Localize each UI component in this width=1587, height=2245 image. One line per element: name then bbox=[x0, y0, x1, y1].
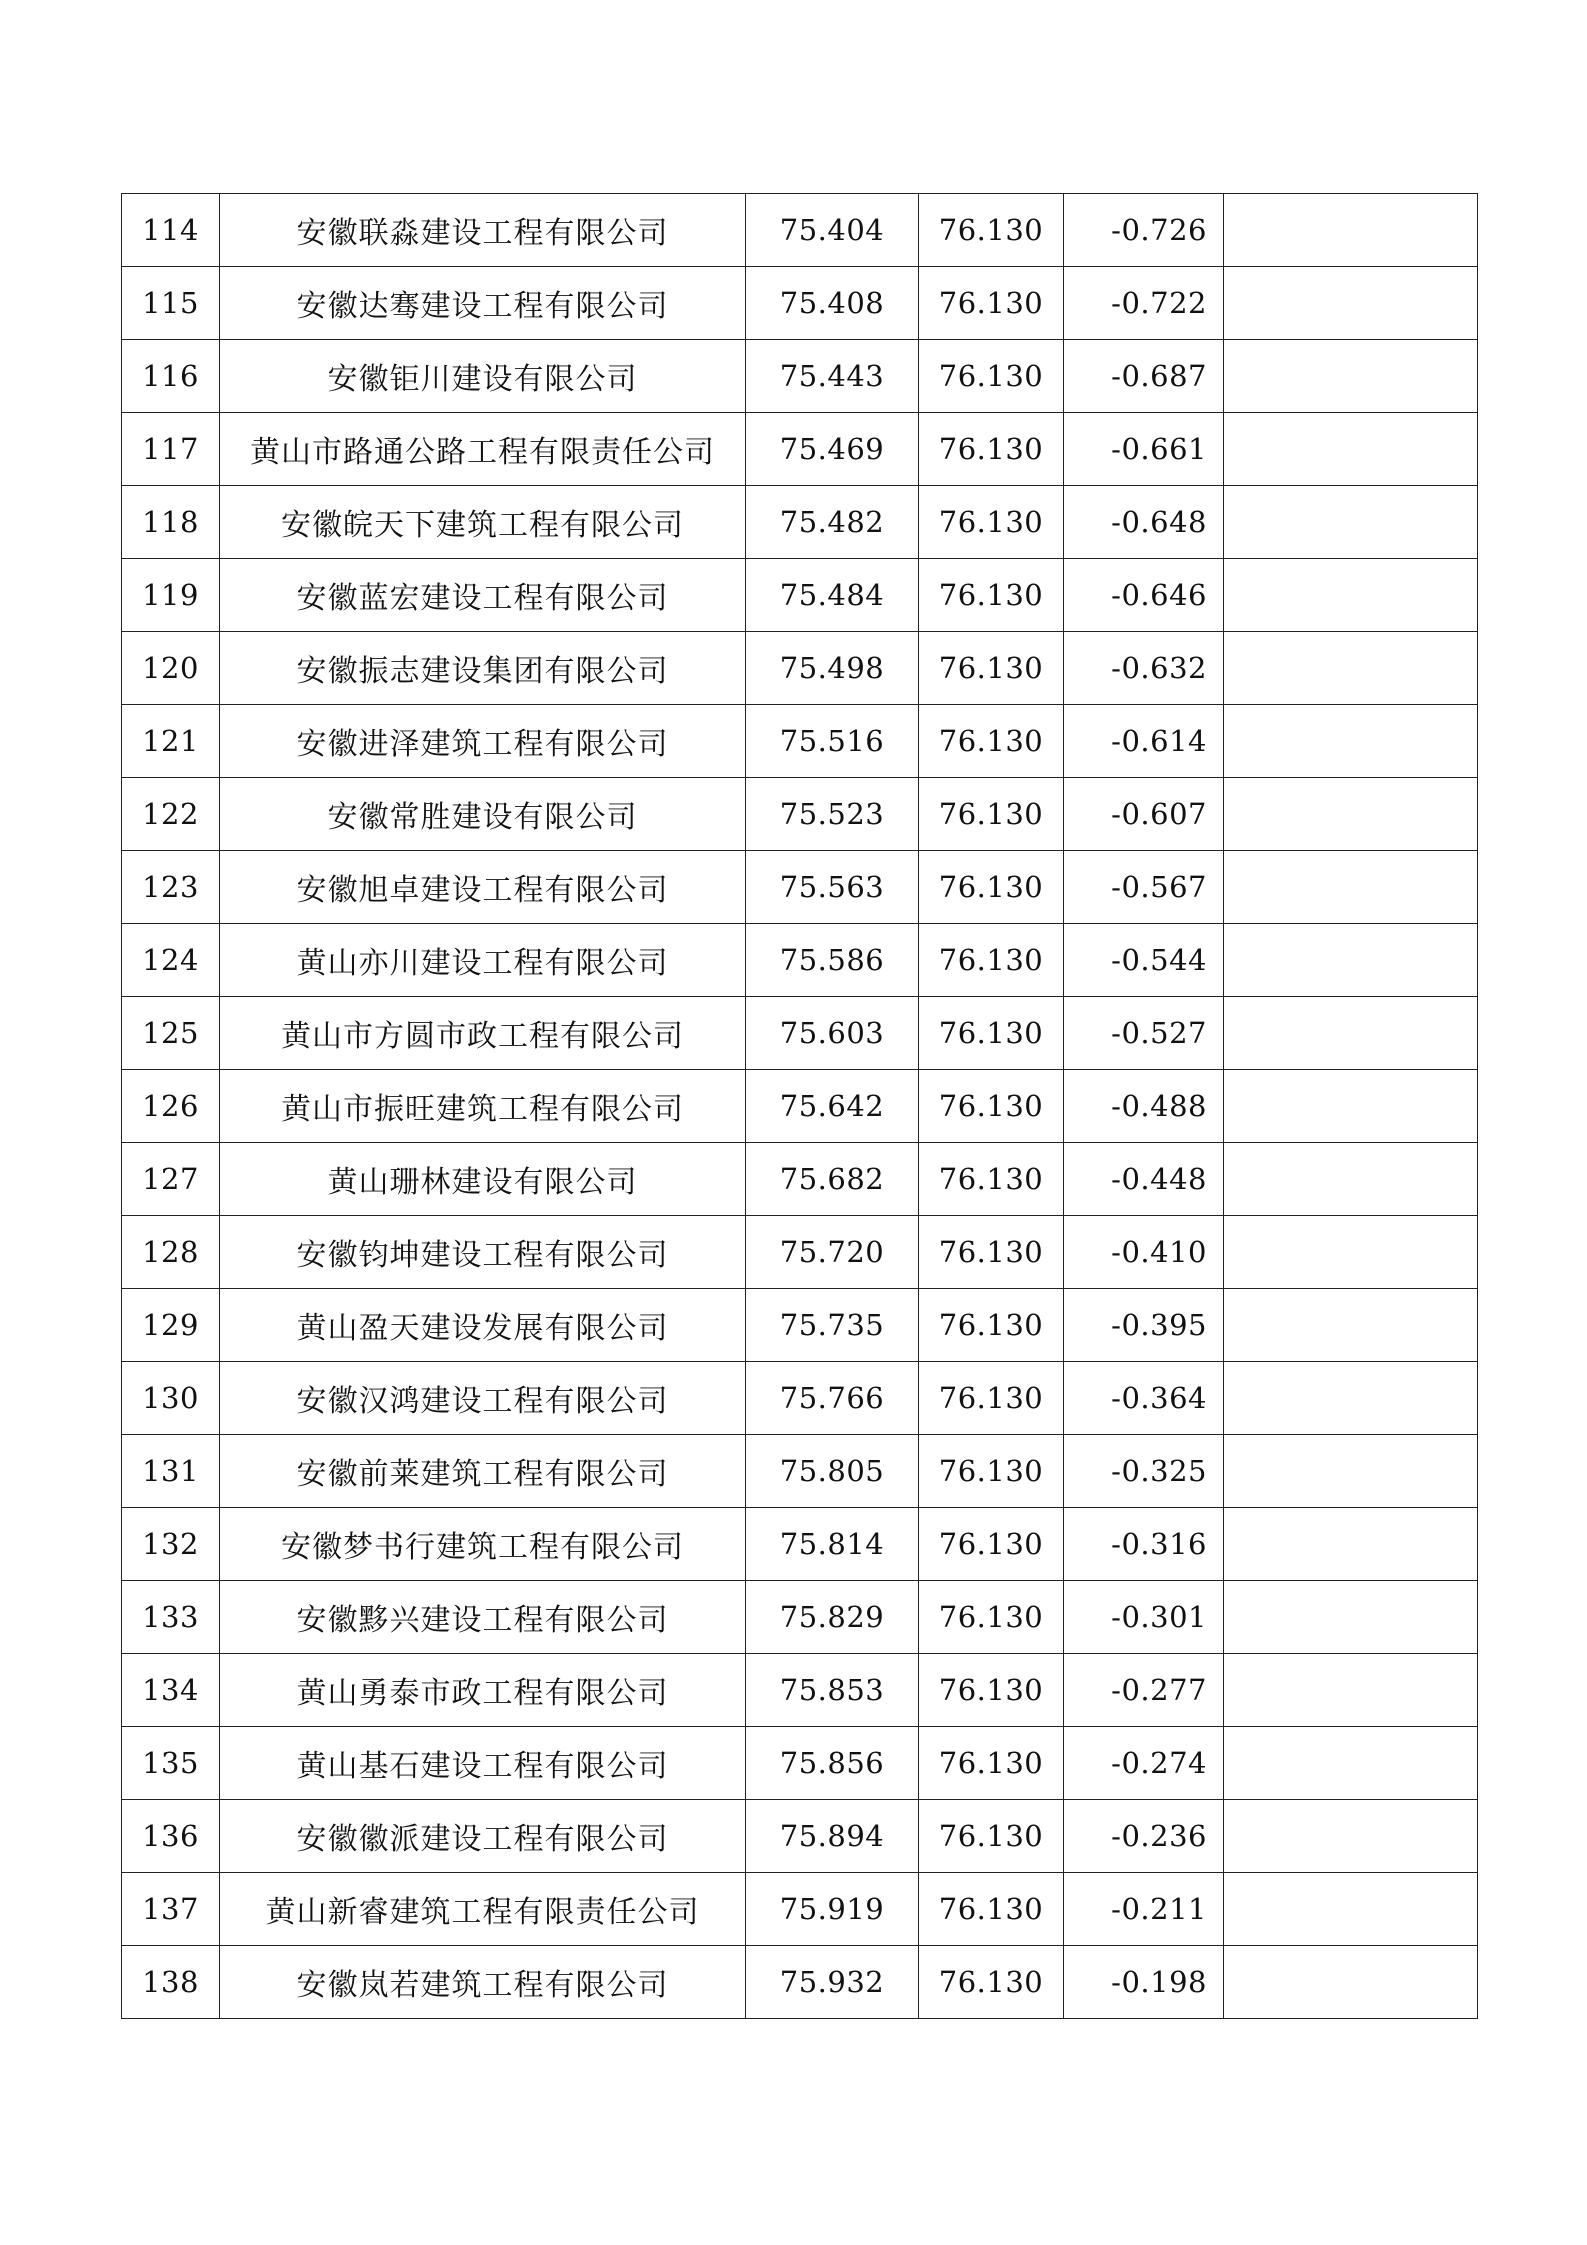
difference-cell: -0.726 bbox=[1064, 194, 1224, 267]
row-number-cell: 116 bbox=[122, 340, 220, 413]
base-score-cell: 76.130 bbox=[919, 1289, 1064, 1362]
base-score-cell: 76.130 bbox=[919, 924, 1064, 997]
score-cell: 75.829 bbox=[746, 1581, 919, 1654]
base-score-cell: 76.130 bbox=[919, 1435, 1064, 1508]
base-score-cell: 76.130 bbox=[919, 1070, 1064, 1143]
difference-cell: -0.325 bbox=[1064, 1435, 1224, 1508]
remark-cell bbox=[1224, 340, 1478, 413]
score-cell: 75.484 bbox=[746, 559, 919, 632]
score-cell: 75.766 bbox=[746, 1362, 919, 1435]
row-number-cell: 123 bbox=[122, 851, 220, 924]
remark-cell bbox=[1224, 486, 1478, 559]
row-number-cell: 118 bbox=[122, 486, 220, 559]
company-name-cell: 安徽徽派建设工程有限公司 bbox=[220, 1800, 746, 1873]
company-name-cell: 安徽岚若建筑工程有限公司 bbox=[220, 1946, 746, 2019]
row-number-cell: 130 bbox=[122, 1362, 220, 1435]
table-row bbox=[122, 413, 1478, 486]
difference-cell: -0.410 bbox=[1064, 1216, 1224, 1289]
row-number-cell: 133 bbox=[122, 1581, 220, 1654]
remark-cell bbox=[1224, 559, 1478, 632]
row-number-cell: 119 bbox=[122, 559, 220, 632]
table-row bbox=[122, 924, 1478, 997]
score-cell: 75.682 bbox=[746, 1143, 919, 1216]
row-number-cell: 131 bbox=[122, 1435, 220, 1508]
table-row bbox=[122, 1508, 1478, 1581]
base-score-cell: 76.130 bbox=[919, 705, 1064, 778]
table-row bbox=[122, 1143, 1478, 1216]
remark-cell bbox=[1224, 924, 1478, 997]
company-name-cell: 黄山亦川建设工程有限公司 bbox=[220, 924, 746, 997]
row-number-cell: 137 bbox=[122, 1873, 220, 1946]
remark-cell bbox=[1224, 632, 1478, 705]
company-name-cell: 安徽梦书行建筑工程有限公司 bbox=[220, 1508, 746, 1581]
remark-cell bbox=[1224, 267, 1478, 340]
table-row bbox=[122, 194, 1478, 267]
remark-cell bbox=[1224, 1581, 1478, 1654]
score-cell: 75.853 bbox=[746, 1654, 919, 1727]
remark-cell bbox=[1224, 1362, 1478, 1435]
score-cell: 75.894 bbox=[746, 1800, 919, 1873]
difference-cell: -0.488 bbox=[1064, 1070, 1224, 1143]
table-row bbox=[122, 1216, 1478, 1289]
table-row bbox=[122, 1362, 1478, 1435]
row-number-cell: 125 bbox=[122, 997, 220, 1070]
table-row bbox=[122, 1654, 1478, 1727]
company-name-cell: 安徽振志建设集团有限公司 bbox=[220, 632, 746, 705]
score-cell: 75.516 bbox=[746, 705, 919, 778]
remark-cell bbox=[1224, 1946, 1478, 2019]
difference-cell: -0.527 bbox=[1064, 997, 1224, 1070]
score-cell: 75.586 bbox=[746, 924, 919, 997]
company-name-cell: 安徽联淼建设工程有限公司 bbox=[220, 194, 746, 267]
row-number-cell: 136 bbox=[122, 1800, 220, 1873]
company-name-cell: 黄山盈天建设发展有限公司 bbox=[220, 1289, 746, 1362]
table-row bbox=[122, 632, 1478, 705]
company-name-cell: 黄山市振旺建筑工程有限公司 bbox=[220, 1070, 746, 1143]
difference-cell: -0.607 bbox=[1064, 778, 1224, 851]
score-cell: 75.603 bbox=[746, 997, 919, 1070]
difference-cell: -0.236 bbox=[1064, 1800, 1224, 1873]
table-row bbox=[122, 340, 1478, 413]
difference-cell: -0.722 bbox=[1064, 267, 1224, 340]
remark-cell bbox=[1224, 1508, 1478, 1581]
remark-cell bbox=[1224, 413, 1478, 486]
difference-cell: -0.316 bbox=[1064, 1508, 1224, 1581]
remark-cell bbox=[1224, 997, 1478, 1070]
difference-cell: -0.277 bbox=[1064, 1654, 1224, 1727]
company-name-cell: 黄山勇泰市政工程有限公司 bbox=[220, 1654, 746, 1727]
remark-cell bbox=[1224, 1727, 1478, 1800]
table-row bbox=[122, 1946, 1478, 2019]
company-name-cell: 黄山新睿建筑工程有限责任公司 bbox=[220, 1873, 746, 1946]
score-cell: 75.469 bbox=[746, 413, 919, 486]
base-score-cell: 76.130 bbox=[919, 1727, 1064, 1800]
company-name-cell: 安徽常胜建设有限公司 bbox=[220, 778, 746, 851]
score-cell: 75.720 bbox=[746, 1216, 919, 1289]
difference-cell: -0.687 bbox=[1064, 340, 1224, 413]
table-row bbox=[122, 1581, 1478, 1654]
difference-cell: -0.364 bbox=[1064, 1362, 1224, 1435]
base-score-cell: 76.130 bbox=[919, 851, 1064, 924]
row-number-cell: 129 bbox=[122, 1289, 220, 1362]
difference-cell: -0.646 bbox=[1064, 559, 1224, 632]
remark-cell bbox=[1224, 194, 1478, 267]
table-row bbox=[122, 559, 1478, 632]
base-score-cell: 76.130 bbox=[919, 1216, 1064, 1289]
table-row bbox=[122, 1727, 1478, 1800]
base-score-cell: 76.130 bbox=[919, 340, 1064, 413]
table-row bbox=[122, 778, 1478, 851]
row-number-cell: 132 bbox=[122, 1508, 220, 1581]
base-score-cell: 76.130 bbox=[919, 1143, 1064, 1216]
score-table bbox=[121, 193, 1478, 2019]
base-score-cell: 76.130 bbox=[919, 1508, 1064, 1581]
base-score-cell: 76.130 bbox=[919, 1800, 1064, 1873]
company-name-cell: 安徽前莱建筑工程有限公司 bbox=[220, 1435, 746, 1508]
score-cell: 75.642 bbox=[746, 1070, 919, 1143]
score-cell: 75.735 bbox=[746, 1289, 919, 1362]
score-cell: 75.856 bbox=[746, 1727, 919, 1800]
remark-cell bbox=[1224, 1800, 1478, 1873]
base-score-cell: 76.130 bbox=[919, 194, 1064, 267]
company-name-cell: 黄山市路通公路工程有限责任公司 bbox=[220, 413, 746, 486]
difference-cell: -0.274 bbox=[1064, 1727, 1224, 1800]
table-row bbox=[122, 1289, 1478, 1362]
row-number-cell: 124 bbox=[122, 924, 220, 997]
score-cell: 75.408 bbox=[746, 267, 919, 340]
row-number-cell: 122 bbox=[122, 778, 220, 851]
table-row bbox=[122, 1873, 1478, 1946]
score-cell: 75.805 bbox=[746, 1435, 919, 1508]
score-cell: 75.919 bbox=[746, 1873, 919, 1946]
company-name-cell: 黄山基石建设工程有限公司 bbox=[220, 1727, 746, 1800]
remark-cell bbox=[1224, 1873, 1478, 1946]
row-number-cell: 121 bbox=[122, 705, 220, 778]
difference-cell: -0.614 bbox=[1064, 705, 1224, 778]
table-body bbox=[122, 194, 1478, 2019]
company-name-cell: 黄山珊林建设有限公司 bbox=[220, 1143, 746, 1216]
company-name-cell: 安徽进泽建筑工程有限公司 bbox=[220, 705, 746, 778]
score-cell: 75.563 bbox=[746, 851, 919, 924]
difference-cell: -0.395 bbox=[1064, 1289, 1224, 1362]
remark-cell bbox=[1224, 1070, 1478, 1143]
difference-cell: -0.301 bbox=[1064, 1581, 1224, 1654]
company-name-cell: 安徽钜川建设有限公司 bbox=[220, 340, 746, 413]
difference-cell: -0.567 bbox=[1064, 851, 1224, 924]
remark-cell bbox=[1224, 1435, 1478, 1508]
score-cell: 75.932 bbox=[746, 1946, 919, 2019]
score-cell: 75.443 bbox=[746, 340, 919, 413]
company-name-cell: 安徽旭卓建设工程有限公司 bbox=[220, 851, 746, 924]
base-score-cell: 76.130 bbox=[919, 1581, 1064, 1654]
base-score-cell: 76.130 bbox=[919, 778, 1064, 851]
company-name-cell: 安徽皖天下建筑工程有限公司 bbox=[220, 486, 746, 559]
remark-cell bbox=[1224, 1143, 1478, 1216]
row-number-cell: 134 bbox=[122, 1654, 220, 1727]
difference-cell: -0.661 bbox=[1064, 413, 1224, 486]
company-name-cell: 安徽黟兴建设工程有限公司 bbox=[220, 1581, 746, 1654]
table-row bbox=[122, 267, 1478, 340]
difference-cell: -0.544 bbox=[1064, 924, 1224, 997]
row-number-cell: 126 bbox=[122, 1070, 220, 1143]
score-cell: 75.814 bbox=[746, 1508, 919, 1581]
remark-cell bbox=[1224, 1289, 1478, 1362]
base-score-cell: 76.130 bbox=[919, 559, 1064, 632]
base-score-cell: 76.130 bbox=[919, 632, 1064, 705]
score-cell: 75.498 bbox=[746, 632, 919, 705]
table-row bbox=[122, 486, 1478, 559]
remark-cell bbox=[1224, 705, 1478, 778]
row-number-cell: 115 bbox=[122, 267, 220, 340]
remark-cell bbox=[1224, 778, 1478, 851]
table-row bbox=[122, 851, 1478, 924]
remark-cell bbox=[1224, 1216, 1478, 1289]
difference-cell: -0.632 bbox=[1064, 632, 1224, 705]
difference-cell: -0.211 bbox=[1064, 1873, 1224, 1946]
difference-cell: -0.448 bbox=[1064, 1143, 1224, 1216]
remark-cell bbox=[1224, 851, 1478, 924]
table-row bbox=[122, 1435, 1478, 1508]
difference-cell: -0.198 bbox=[1064, 1946, 1224, 2019]
row-number-cell: 120 bbox=[122, 632, 220, 705]
difference-cell: -0.648 bbox=[1064, 486, 1224, 559]
company-name-cell: 安徽蓝宏建设工程有限公司 bbox=[220, 559, 746, 632]
score-cell: 75.404 bbox=[746, 194, 919, 267]
base-score-cell: 76.130 bbox=[919, 1873, 1064, 1946]
score-cell: 75.523 bbox=[746, 778, 919, 851]
row-number-cell: 127 bbox=[122, 1143, 220, 1216]
base-score-cell: 76.130 bbox=[919, 267, 1064, 340]
company-name-cell: 安徽达骞建设工程有限公司 bbox=[220, 267, 746, 340]
table-row bbox=[122, 997, 1478, 1070]
company-name-cell: 黄山市方圆市政工程有限公司 bbox=[220, 997, 746, 1070]
base-score-cell: 76.130 bbox=[919, 997, 1064, 1070]
base-score-cell: 76.130 bbox=[919, 1362, 1064, 1435]
score-cell: 75.482 bbox=[746, 486, 919, 559]
base-score-cell: 76.130 bbox=[919, 1946, 1064, 2019]
row-number-cell: 117 bbox=[122, 413, 220, 486]
table-row bbox=[122, 1070, 1478, 1143]
table-row bbox=[122, 705, 1478, 778]
row-number-cell: 128 bbox=[122, 1216, 220, 1289]
remark-cell bbox=[1224, 1654, 1478, 1727]
row-number-cell: 114 bbox=[122, 194, 220, 267]
company-name-cell: 安徽钧坤建设工程有限公司 bbox=[220, 1216, 746, 1289]
row-number-cell: 135 bbox=[122, 1727, 220, 1800]
base-score-cell: 76.130 bbox=[919, 1654, 1064, 1727]
row-number-cell: 138 bbox=[122, 1946, 220, 2019]
table-row bbox=[122, 1800, 1478, 1873]
base-score-cell: 76.130 bbox=[919, 413, 1064, 486]
company-name-cell: 安徽汉鸿建设工程有限公司 bbox=[220, 1362, 746, 1435]
base-score-cell: 76.130 bbox=[919, 486, 1064, 559]
